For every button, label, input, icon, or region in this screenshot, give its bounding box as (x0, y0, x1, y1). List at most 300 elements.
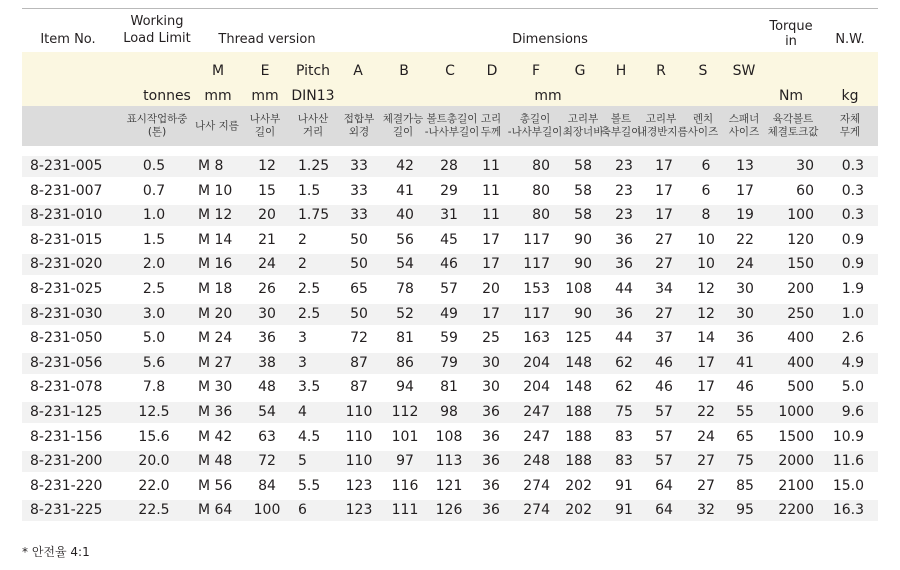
cell-thread-m: M 10 (198, 182, 233, 199)
cell-dim-b: 86 (396, 354, 414, 371)
cell-dim-a: 50 (350, 256, 368, 273)
cell-dim-s: 10 (697, 256, 715, 273)
header-dimensions: Dimensions (512, 32, 588, 47)
cell-dim-s: 14 (697, 330, 715, 347)
col-letter-s: S (698, 63, 708, 79)
cell-dim-c: 46 (440, 256, 458, 273)
cell-item-no: 8-231-200 (30, 453, 103, 470)
cell-item-no: 8-231-050 (30, 330, 103, 347)
table-row (22, 427, 878, 448)
cell-pitch: 4.5 (298, 428, 321, 445)
cell-dim-s: 6 (701, 158, 711, 174)
cell-pitch: 6 (298, 502, 307, 519)
korean-label: 볼트총길이 (426, 113, 478, 125)
cell-item-no: 8-231-010 (30, 207, 103, 224)
korean-label: 볼트 (610, 113, 632, 125)
korean-label: 접합부 (343, 113, 375, 125)
korean-label: 두께 (480, 126, 502, 138)
cell-dim-f: 163 (523, 330, 550, 347)
unit-nm: Nm (778, 88, 804, 104)
cell-torque-nm: 250 (787, 305, 814, 322)
cell-dim-h: 91 (615, 477, 633, 494)
table-row (22, 377, 878, 398)
header-item-no: Item No. (40, 32, 96, 47)
cell-item-no: 8-231-015 (30, 231, 103, 248)
cell-dim-s: 8 (701, 207, 711, 224)
cell-dim-f: 248 (523, 453, 550, 470)
table-row (22, 156, 878, 177)
cell-torque-nm: 30 (796, 158, 814, 174)
cell-load-limit: 20.0 (138, 453, 170, 470)
cell-item-no: 8-231-020 (30, 256, 103, 273)
cell-dim-e: 63 (258, 428, 276, 445)
cell-dim-r: 64 (655, 502, 673, 519)
cell-pitch: 2.5 (298, 281, 321, 297)
cell-dim-f: 204 (523, 354, 550, 371)
korean-label: 고리부 (645, 113, 677, 125)
cell-dim-sw: 24 (736, 256, 754, 273)
cell-torque-nm: 200 (787, 281, 814, 297)
table-row (22, 230, 878, 251)
cell-dim-b: 97 (396, 453, 414, 470)
korean-label: 총길이 (519, 113, 551, 125)
cell-dim-h: 75 (615, 404, 633, 420)
cell-dim-d: 17 (482, 231, 500, 248)
korean-label: -나사부길이 (424, 126, 480, 138)
cell-net-weight: 5.0 (841, 379, 864, 396)
cell-load-limit: 5.0 (142, 330, 166, 347)
cell-dim-d: 36 (482, 502, 500, 519)
table-row (22, 304, 878, 325)
cell-dim-a: 87 (350, 354, 368, 371)
cell-torque-nm: 400 (787, 330, 814, 347)
korean-label: 축부길이 (600, 126, 642, 138)
cell-dim-d: 30 (482, 354, 500, 371)
cell-torque-nm: 2000 (778, 453, 814, 470)
cell-dim-r: 17 (655, 158, 673, 174)
cell-thread-m: M 48 (198, 453, 233, 470)
cell-dim-r: 57 (655, 428, 673, 445)
cell-dim-h: 83 (615, 453, 633, 470)
table-row (22, 205, 878, 226)
cell-dim-sw: 65 (736, 428, 754, 445)
cell-dim-sw: 95 (736, 502, 754, 519)
cell-dim-d: 17 (482, 305, 500, 322)
cell-dim-h: 36 (615, 305, 633, 322)
cell-net-weight: 0.9 (841, 231, 864, 248)
cell-thread-m: M 18 (198, 281, 233, 297)
cell-thread-m: M 12 (198, 207, 233, 224)
cell-dim-d: 36 (482, 404, 500, 420)
cell-dim-r: 34 (655, 281, 673, 297)
korean-label: 나사 지름 (195, 120, 239, 132)
cell-dim-e: 21 (258, 231, 276, 248)
cell-dim-c: 28 (440, 158, 458, 174)
cell-net-weight: 16.3 (832, 502, 864, 519)
cell-net-weight: 11.6 (832, 453, 864, 470)
cell-dim-a: 110 (345, 404, 373, 420)
cell-dim-c: 49 (440, 305, 458, 322)
cell-dim-r: 57 (655, 453, 673, 470)
cell-dim-r: 27 (655, 305, 673, 322)
cell-dim-f: 274 (523, 477, 550, 494)
cell-dim-e: 15 (258, 182, 276, 199)
cell-dim-r: 27 (655, 231, 673, 248)
cell-torque-nm: 150 (787, 256, 814, 273)
cell-dim-g: 125 (565, 330, 592, 347)
cell-dim-s: 27 (697, 477, 715, 494)
cell-dim-h: 91 (615, 502, 633, 519)
cell-dim-f: 117 (523, 231, 550, 248)
cell-dim-sw: 30 (736, 305, 754, 322)
cell-thread-m: M 56 (198, 477, 233, 494)
cell-item-no: 8-231-225 (30, 502, 103, 519)
cell-dim-a: 87 (350, 379, 368, 396)
col-letter-h: H (615, 63, 627, 79)
cell-net-weight: 10.9 (832, 428, 864, 445)
cell-dim-e: 38 (258, 354, 276, 371)
cell-dim-a: 72 (350, 330, 368, 347)
cell-dim-a: 110 (345, 453, 373, 470)
cell-dim-d: 20 (482, 281, 500, 297)
header-load-limit: Load Limit (123, 31, 191, 46)
header-thread-version: Thread version (218, 32, 316, 47)
cell-dim-s: 22 (697, 404, 715, 420)
cell-dim-a: 33 (350, 158, 368, 174)
cell-dim-sw: 13 (736, 158, 754, 174)
cell-dim-s: 6 (701, 182, 711, 199)
unit-mm-e: mm (251, 88, 279, 104)
cell-dim-b: 111 (391, 502, 419, 519)
cell-dim-r: 46 (655, 354, 673, 371)
cell-dim-h: 36 (615, 256, 633, 273)
cell-dim-a: 110 (345, 428, 373, 445)
cell-pitch: 2 (298, 256, 307, 273)
cell-dim-r: 17 (655, 207, 673, 224)
cell-pitch: 5 (298, 453, 307, 470)
cell-net-weight: 1.0 (841, 305, 864, 322)
cell-dim-g: 108 (565, 281, 592, 297)
cell-dim-sw: 41 (736, 354, 754, 371)
cell-thread-m: M 8 (198, 158, 224, 174)
cell-dim-g: 202 (565, 502, 592, 519)
korean-label: 고리 (480, 113, 502, 125)
cell-dim-e: 26 (258, 281, 276, 297)
cell-thread-m: M 36 (198, 404, 233, 420)
cell-net-weight: 2.6 (841, 330, 864, 347)
cell-dim-c: 98 (440, 404, 458, 420)
cell-item-no: 8-231-025 (30, 281, 103, 297)
cell-dim-e: 20 (258, 207, 276, 224)
cell-dim-e: 48 (258, 379, 276, 396)
cell-dim-s: 32 (697, 502, 715, 519)
unit-tonnes: tonnes (143, 88, 191, 104)
korean-label: 나사산 (297, 113, 329, 125)
cell-dim-d: 36 (482, 477, 500, 494)
cell-dim-sw: 22 (736, 231, 754, 248)
cell-dim-c: 29 (440, 182, 458, 199)
table-row (22, 500, 878, 521)
cell-dim-b: 81 (396, 330, 414, 347)
table-top-rule (22, 8, 878, 9)
cell-net-weight: 0.9 (841, 256, 864, 273)
korean-label: 내경반지름 (637, 126, 688, 138)
cell-dim-sw: 17 (736, 182, 754, 199)
footnote-safety-factor: * 안전율 4:1 (22, 545, 90, 559)
cell-net-weight: 1.9 (841, 281, 864, 297)
cell-dim-f: 204 (523, 379, 550, 396)
cell-thread-m: M 24 (198, 330, 233, 347)
cell-dim-h: 36 (615, 231, 633, 248)
cell-dim-h: 44 (615, 281, 633, 297)
cell-dim-g: 148 (565, 379, 592, 396)
cell-dim-g: 188 (565, 428, 592, 445)
cell-net-weight: 0.3 (841, 207, 864, 224)
table-row (22, 402, 878, 423)
cell-dim-r: 37 (655, 330, 673, 347)
cell-thread-m: M 16 (198, 256, 233, 273)
cell-dim-b: 112 (391, 404, 419, 420)
cell-dim-c: 108 (435, 428, 463, 445)
cell-dim-b: 56 (396, 231, 414, 248)
cell-dim-a: 123 (345, 502, 373, 519)
korean-label: (톤) (147, 126, 167, 138)
cell-dim-h: 44 (615, 330, 633, 347)
cell-dim-a: 33 (350, 182, 368, 199)
cell-dim-g: 188 (565, 453, 592, 470)
cell-dim-f: 247 (523, 404, 550, 420)
cell-load-limit: 7.8 (142, 379, 166, 396)
cell-torque-nm: 1000 (778, 404, 814, 420)
cell-dim-c: 31 (440, 207, 458, 224)
cell-dim-c: 59 (440, 330, 458, 347)
cell-dim-s: 12 (697, 305, 715, 322)
cell-net-weight: 15.0 (832, 477, 864, 494)
cell-dim-e: 72 (258, 453, 276, 470)
col-letter-e: E (260, 63, 270, 79)
cell-load-limit: 1.5 (142, 231, 166, 248)
cell-pitch: 4 (298, 404, 307, 420)
cell-torque-nm: 400 (787, 354, 814, 371)
cell-pitch: 1.75 (298, 207, 330, 224)
korean-label: -나사부길이 (507, 126, 563, 138)
cell-thread-m: M 27 (198, 354, 233, 371)
cell-item-no: 8-231-030 (30, 305, 103, 322)
unit-mm-m: mm (204, 88, 232, 104)
cell-dim-e: 100 (253, 502, 281, 519)
cell-item-no: 8-231-056 (30, 354, 103, 371)
table-row (22, 181, 878, 202)
cell-load-limit: 2.5 (142, 281, 166, 297)
cell-pitch: 1.25 (298, 158, 330, 174)
col-letter-pitch: Pitch (295, 63, 331, 79)
table-row (22, 476, 878, 497)
cell-dim-d: 11 (482, 182, 500, 199)
cell-dim-sw: 36 (736, 330, 754, 347)
cell-dim-g: 58 (574, 182, 592, 199)
cell-dim-c: 121 (435, 477, 463, 494)
col-letter-r: R (656, 63, 666, 79)
cell-dim-f: 247 (523, 428, 550, 445)
cell-pitch: 2.5 (298, 305, 321, 322)
cell-net-weight: 0.3 (841, 158, 864, 174)
cell-dim-f: 80 (532, 182, 550, 199)
cell-dim-s: 17 (697, 354, 715, 371)
korean-label: 육각볼트 (772, 113, 814, 125)
korean-label: 사이즈 (687, 126, 719, 138)
cell-dim-d: 17 (482, 256, 500, 273)
cell-load-limit: 0.7 (142, 182, 166, 199)
cell-pitch: 3.5 (298, 379, 321, 396)
cell-dim-h: 62 (615, 354, 633, 371)
cell-dim-r: 27 (655, 256, 673, 273)
col-letter-sw: SW (732, 63, 756, 79)
cell-dim-h: 83 (615, 428, 633, 445)
cell-dim-g: 202 (565, 477, 592, 494)
korean-label: 길이 (392, 126, 414, 138)
cell-torque-nm: 2200 (778, 502, 814, 519)
cell-dim-g: 90 (574, 256, 592, 273)
cell-dim-f: 153 (523, 281, 550, 297)
cell-dim-f: 274 (523, 502, 550, 519)
cell-dim-sw: 85 (736, 477, 754, 494)
korean-label: 무게 (839, 126, 861, 138)
cell-torque-nm: 500 (787, 379, 814, 396)
cell-dim-r: 57 (655, 404, 673, 420)
cell-dim-s: 27 (697, 453, 715, 470)
cell-thread-m: M 30 (198, 379, 233, 396)
cell-dim-s: 10 (697, 231, 715, 248)
cell-dim-c: 79 (440, 354, 458, 371)
cell-dim-h: 62 (615, 379, 633, 396)
col-letter-d: D (486, 63, 498, 79)
cell-dim-a: 50 (350, 305, 368, 322)
table-row (22, 451, 878, 472)
cell-dim-b: 116 (391, 477, 419, 494)
cell-dim-a: 123 (345, 477, 373, 494)
cell-dim-c: 57 (440, 281, 458, 297)
cell-pitch: 3 (298, 354, 307, 371)
cell-dim-f: 80 (532, 207, 550, 224)
header-working: Working (130, 14, 184, 29)
header-nw: N.W. (835, 32, 865, 47)
korean-label: 렌치 (692, 113, 714, 125)
cell-thread-m: M 64 (198, 502, 233, 519)
cell-dim-sw: 75 (736, 453, 754, 470)
cell-load-limit: 0.5 (142, 158, 166, 174)
cell-dim-s: 24 (697, 428, 715, 445)
korean-label: 거리 (302, 126, 324, 138)
cell-dim-d: 30 (482, 379, 500, 396)
cell-dim-s: 17 (697, 379, 715, 396)
unit-din13: DIN13 (291, 88, 335, 104)
table-row (22, 254, 878, 275)
cell-load-limit: 1.0 (142, 207, 166, 224)
cell-load-limit: 12.5 (138, 404, 170, 420)
korean-label: 체결가능 (382, 113, 424, 125)
unit-mm-dimensions: mm (534, 88, 562, 104)
korean-label: 외경 (348, 126, 370, 138)
cell-dim-sw: 46 (736, 379, 754, 396)
cell-dim-f: 80 (532, 158, 550, 174)
table-row (22, 353, 878, 374)
korean-label: 고리부 (567, 113, 599, 125)
cell-dim-b: 101 (391, 428, 419, 445)
col-letter-m: M (211, 63, 225, 79)
table-row (22, 328, 878, 349)
cell-dim-f: 117 (523, 305, 550, 322)
korean-label: 스패너 (728, 113, 760, 125)
header-torque-in: in (785, 34, 797, 49)
cell-dim-e: 12 (258, 158, 276, 174)
cell-net-weight: 4.9 (841, 354, 864, 371)
cell-dim-e: 54 (258, 404, 276, 420)
cell-load-limit: 22.0 (138, 477, 170, 494)
cell-dim-r: 17 (655, 182, 673, 199)
cell-dim-r: 64 (655, 477, 673, 494)
korean-label: 최장너비 (562, 126, 604, 138)
cell-dim-s: 12 (697, 281, 715, 297)
korean-label: 나사부 (249, 113, 281, 125)
korean-label: 자체 (839, 113, 861, 125)
cell-dim-g: 58 (574, 158, 592, 174)
cell-item-no: 8-231-220 (30, 477, 103, 494)
cell-dim-c: 45 (440, 231, 458, 248)
cell-item-no: 8-231-156 (30, 428, 103, 445)
cell-dim-sw: 55 (736, 404, 754, 420)
col-letter-f: F (531, 63, 541, 79)
cell-torque-nm: 100 (787, 207, 814, 224)
cell-item-no: 8-231-005 (30, 158, 103, 174)
cell-dim-g: 188 (565, 404, 592, 420)
cell-load-limit: 22.5 (138, 502, 170, 519)
cell-thread-m: M 42 (198, 428, 233, 445)
cell-dim-d: 36 (482, 453, 500, 470)
cell-dim-h: 23 (615, 182, 633, 199)
cell-dim-g: 90 (574, 231, 592, 248)
col-letter-b: B (399, 63, 409, 79)
cell-load-limit: 3.0 (142, 305, 166, 322)
cell-net-weight: 9.6 (841, 404, 864, 420)
cell-dim-b: 78 (396, 281, 414, 297)
cell-torque-nm: 60 (796, 182, 814, 199)
korean-label: 길이 (254, 126, 276, 138)
header-torque: Torque (769, 19, 813, 34)
cell-dim-d: 25 (482, 330, 500, 347)
cell-dim-sw: 19 (736, 207, 754, 224)
cell-pitch: 3 (298, 330, 307, 347)
korean-label: 사이즈 (728, 126, 760, 138)
cell-dim-b: 54 (396, 256, 414, 273)
col-letter-a: A (353, 63, 363, 79)
cell-item-no: 8-231-007 (30, 182, 103, 199)
korean-label: 체결토크값 (767, 126, 819, 138)
col-letter-c: C (445, 63, 455, 79)
cell-dim-e: 84 (258, 477, 276, 494)
cell-dim-sw: 30 (736, 281, 754, 297)
cell-dim-g: 90 (574, 305, 592, 322)
cell-item-no: 8-231-078 (30, 379, 103, 396)
cell-dim-a: 50 (350, 231, 368, 248)
cell-dim-c: 126 (435, 502, 463, 519)
cell-load-limit: 15.6 (138, 428, 170, 445)
unit-kg: kg (841, 88, 859, 104)
col-letter-g: G (574, 63, 586, 79)
cell-dim-c: 81 (440, 379, 458, 396)
cell-dim-b: 42 (396, 158, 414, 174)
cell-dim-h: 23 (615, 207, 633, 224)
cell-thread-m: M 20 (198, 305, 233, 322)
